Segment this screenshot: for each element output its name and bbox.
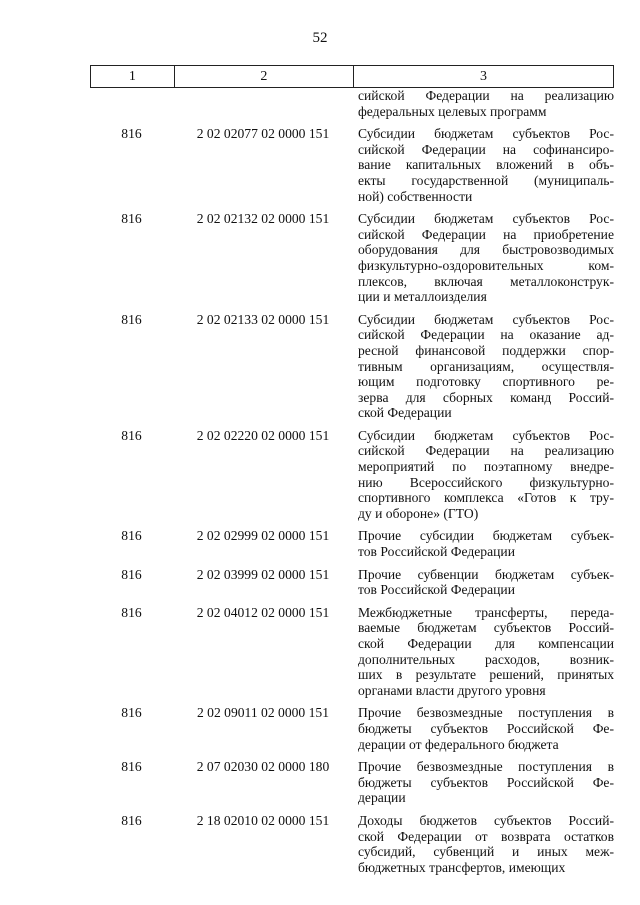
description-line: бюджеты субъектов Российской Фе- <box>358 720 614 736</box>
description-cell <box>353 312 614 421</box>
description-line: физкультурно-оздоровительных ком- <box>358 257 614 273</box>
description-cell <box>353 126 614 204</box>
revenue-code-cell: 2 07 02030 02 0000 180 <box>196 759 330 775</box>
admin-code-cell: 816 <box>121 566 142 582</box>
description-line: ной) собственности <box>358 188 473 204</box>
page-number: 52 <box>312 30 328 46</box>
admin-code-cell: 816 <box>121 126 142 142</box>
header-col-3: 3 <box>353 66 613 87</box>
description-line: вание капитальных вложений в объ- <box>358 157 614 173</box>
description-line: тивным организациям, осуществля- <box>358 358 614 374</box>
description-cell <box>353 428 614 522</box>
admin-code-cell: 816 <box>121 427 142 443</box>
description-line: ду и обороне» (ГТО) <box>358 505 479 521</box>
description-line: дерации от федерального бюджета <box>358 736 559 752</box>
header-col-2: 2 <box>174 66 353 87</box>
table-row <box>90 126 614 204</box>
description-line: Прочие субвенции бюджетам субъек- <box>358 566 614 582</box>
admin-code-cell <box>90 88 173 119</box>
description-cell <box>353 528 614 559</box>
budget-classification-table <box>90 65 614 882</box>
revenue-code-cell: 2 02 03999 02 0000 151 <box>196 566 330 582</box>
revenue-code-cell: 2 02 02999 02 0000 151 <box>196 528 330 544</box>
description-cell <box>353 705 614 752</box>
table-body <box>90 88 614 875</box>
admin-code-cell: 816 <box>121 705 142 721</box>
description-cell <box>353 759 614 806</box>
admin-code-cell: 816 <box>121 211 142 227</box>
description-cell <box>353 605 614 699</box>
description-line: сийской Федерации на софинансиро- <box>358 141 614 157</box>
description-line: спортивного комплекса «Готов к тру- <box>358 490 614 506</box>
description-line: сийской Федерации на оказание ад- <box>358 327 614 343</box>
description-line: Субсидии бюджетам субъектов Рос- <box>358 211 614 227</box>
description-line: дополнительных расходов, возник- <box>358 651 614 667</box>
description-cell <box>353 211 614 305</box>
description-line: плексов, включая металлоконструк- <box>358 273 614 289</box>
admin-code-cell: 816 <box>121 759 142 775</box>
description-line: дерации <box>358 790 406 806</box>
admin-code-cell: 816 <box>121 604 142 620</box>
description-line: Прочие безвозмездные поступления в <box>358 705 614 721</box>
description-line: сийской Федерации на реализацию <box>358 88 614 103</box>
revenue-code-cell: 2 02 02133 02 0000 151 <box>196 311 330 327</box>
table-row <box>90 211 614 305</box>
description-line: екты государственной (муниципаль- <box>358 172 614 188</box>
description-line: органами власти другого уровня <box>358 682 546 698</box>
description-line: Прочие субсидии бюджетам субъек- <box>358 528 614 544</box>
revenue-code-cell: 2 02 09011 02 0000 151 <box>196 705 330 721</box>
revenue-code-cell: 2 18 02010 02 0000 151 <box>196 812 330 828</box>
revenue-code-cell: 2 02 02077 02 0000 151 <box>196 126 330 142</box>
description-line: федеральных целевых программ <box>358 103 547 119</box>
description-line: тов Российской Федерации <box>358 544 515 560</box>
table-row <box>90 88 614 119</box>
revenue-code-cell <box>173 88 353 119</box>
header-col-1: 1 <box>128 68 136 84</box>
description-line: субсидий, субвенций и иных меж- <box>358 844 614 860</box>
description-line: Прочие безвозмездные поступления в <box>358 759 614 775</box>
table-row <box>90 528 614 559</box>
table-header <box>90 65 614 88</box>
description-line: ваемые бюджетам субъектов Россий- <box>358 620 614 636</box>
description-line: сийской Федерации на приобретение <box>358 226 614 242</box>
description-line: тов Российской Федерации <box>358 582 515 598</box>
description-line: ющим подготовку спортивного ре- <box>358 374 614 390</box>
description-line: Субсидии бюджетам субъектов Рос- <box>358 311 614 327</box>
description-line: бюджеты субъектов Российской Фе- <box>358 774 614 790</box>
description-line: ших в результате решений, принятых <box>358 667 614 683</box>
admin-code-cell: 816 <box>121 311 142 327</box>
table-row <box>90 428 614 522</box>
admin-code-cell: 816 <box>121 528 142 544</box>
admin-code-cell: 816 <box>121 812 142 828</box>
revenue-code-cell: 2 02 02220 02 0000 151 <box>196 427 330 443</box>
revenue-code-cell: 2 02 02132 02 0000 151 <box>196 211 330 227</box>
description-line: бюджетных трансфертов, имеющих <box>358 859 566 875</box>
description-line: Субсидии бюджетам субъектов Рос- <box>358 126 614 142</box>
description-line: Субсидии бюджетам субъектов Рос- <box>358 427 614 443</box>
description-line: ской Федерации для компенсации <box>358 636 614 651</box>
description-line: нию Всероссийского физкультурно- <box>358 474 614 490</box>
revenue-code-cell: 2 02 04012 02 0000 151 <box>196 604 330 620</box>
description-cell <box>353 88 614 119</box>
description-line: ресной финансовой поддержки спор- <box>358 342 614 358</box>
table-row <box>90 813 614 875</box>
description-line: оборудования для быстровозводимых <box>358 242 614 258</box>
description-line: ской Федерации от возврата остатков <box>358 828 614 844</box>
table-row <box>90 759 614 806</box>
table-row <box>90 705 614 752</box>
description-cell <box>353 813 614 875</box>
description-line: ской Федерации <box>358 405 452 421</box>
description-line: зерва для сборных команд Россий- <box>358 389 614 405</box>
description-line: мероприятий по поэтапному внедре- <box>358 459 614 475</box>
table-row <box>90 605 614 699</box>
table-row <box>90 567 614 598</box>
description-line: Доходы бюджетов субъектов Россий- <box>358 812 614 828</box>
description-line: сийской Федерации на реализацию <box>358 443 614 459</box>
table-row <box>90 312 614 421</box>
description-line: ции и металлоизделия <box>358 289 487 305</box>
description-cell <box>353 567 614 598</box>
description-line: Межбюджетные трансферты, переда- <box>358 604 614 620</box>
